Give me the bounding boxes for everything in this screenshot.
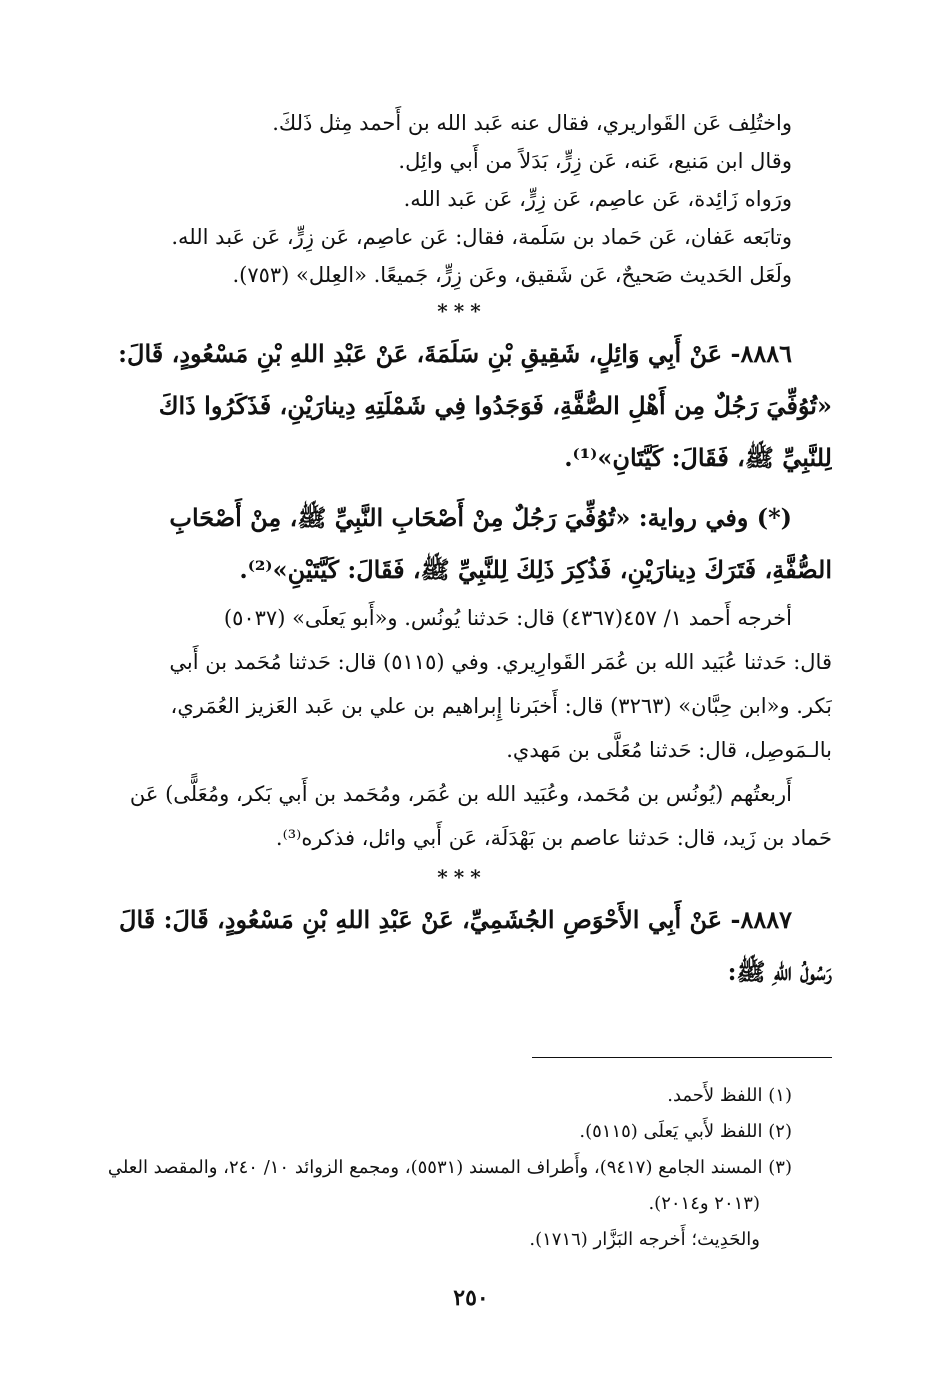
takhrij-line: أخرجه أَحمد ١/ ٤٥٧(٤٣٦٧) قال: حَدثنا يُونُس. و«أَبو يَعلَى» (٥٠٣٧)	[223, 606, 792, 630]
riwaya-block	[92, 492, 832, 596]
intro-section	[92, 104, 832, 294]
hadith-8886	[92, 328, 832, 484]
arbaatuhum-block	[92, 772, 832, 860]
text-line: ورَواه زَائِدة، عَن عاصِم، عَن زِرٍّ، عَن عَبد الله.	[403, 187, 792, 211]
hadith-line: ٨٨٨٦- عَنْ أَبِي وَائِلٍ، شَقِيقِ بْنِ سَلَمَةَ، عَنْ عَبْدِ اللهِ بْنِ مَسْعُودٍ، قَالَ:	[118, 339, 792, 368]
hadith-line: ٨٨٨٧- عَنْ أَبِي الأَحْوَصِ الجُشَمِيِّ، عَنْ عَبْدِ اللهِ بْنِ مَسْعُودٍ، قَالَ: قَالَ	[119, 905, 792, 934]
text-line: وقال ابن مَنيع، عَنه، عَن زِرٍّ، بَدَلاً من أَبي وائِل.	[398, 149, 792, 173]
hadith-line: «تُوُفِّيَ رَجُلٌ مِن أَهْلِ الصُّفَّةِ، فَوَجَدُوا فِي شَمْلَتِهِ دِينارَيْنِ، فَذَكَرُوا ذَاكَ	[158, 391, 832, 420]
arbaatuhum-line: أَربعتُهم (يُونُس بن مُحَمد، وعُبَيد الله بن عُمَر، ومُحَمد بن أَبي بَكر، ومُعَلًّى) عَن	[129, 782, 792, 806]
footnote-item: (٣) المسند الجامع (٩٤١٧)، وأَطراف المسند (٥٥٣١)، ومجمع الزوائد ١٠/ ٢٤٠، والمقصد العلي	[107, 1157, 792, 1178]
riwaya-line: (*) وفي رواية: «تُوُفِّيَ رَجُلٌ مِنْ أَصْحَابِ النَّبِيِّ ﷺ، مِنْ أَصْحَابِ	[169, 503, 792, 532]
page-number: ٢٥٠	[453, 1285, 489, 1311]
hadith-8887	[92, 894, 832, 998]
section-separator: ***	[437, 865, 487, 889]
takhrij-line: بالـمَوصِل، قال: حَدثنا مُعَلَّى بن مَهدي.	[506, 738, 832, 762]
text-line: واختُلِف عَن القَواريري، فقال عنه عَبد الله بن أَحمد مِثل ذَلكَ.	[272, 111, 792, 135]
text-line: ولَعَل الحَديث صَحيحٌ، عَن شَقيق، وعَن زِرٍّ، جَميعًا. «العِلل» (٧٥٣).	[232, 263, 792, 287]
takhrij-line: بَكر. و«ابن حِبَّان» (٣٢٦٣) قال: أَخبَرنا إِبراهيم بن علي بن عَبد العَزيز العُمَري،	[170, 694, 832, 718]
footnote-divider	[532, 1057, 832, 1058]
footnote-item: (٢) اللفظ لأَبي يَعلَى (٥١١٥).	[579, 1121, 792, 1142]
takhrij-line: قال: حَدثنا عُبَيد الله بن عُمَر القَوارِيري. وفي (٥١١٥) قال: حَدثنا مُحَمد بن أَبي	[169, 650, 832, 674]
hadith-line: لِلنَّبِيِّ ﷺ، فَقَالَ: كَيَّتَانِ»⁽¹⁾.	[564, 443, 832, 472]
hadith-line: رَسُولُ اللهِ ﷺ:	[727, 957, 832, 986]
footnote-item: (٢٠١٣ و٢٠١٤).	[648, 1193, 760, 1214]
arbaatuhum-line: حَماد بن زَيد، قال: حَدثنا عاصم بن بَهْدَلَة، عَن أَبي وائل، فذكره⁽³⁾.	[275, 826, 832, 850]
takhrij-block	[92, 596, 832, 772]
footnotes	[92, 1078, 832, 1258]
riwaya-line: الصُّفَّةِ، فَتَرَكَ دِينارَيْنِ، فَذُكِرَ ذَلِكَ لِلنَّبِيِّ ﷺ، فَقَالَ: كَيَّتَيْنِ»⁽²⁾.	[239, 555, 832, 584]
footnote-item: (١) اللفظ لأَحمد.	[667, 1085, 792, 1106]
footnote-item: والحَدِيث؛ أَخرجه البَزَّار (١٧١٦).	[529, 1229, 760, 1250]
text-line: وتابَعه عَفان، عَن حَماد بن سَلَمة، فقال: عَن عاصِم، عَن زِرٍّ، عَن عَبد الله.	[171, 225, 792, 249]
page-body	[92, 104, 832, 998]
section-separator: ***	[437, 299, 487, 323]
